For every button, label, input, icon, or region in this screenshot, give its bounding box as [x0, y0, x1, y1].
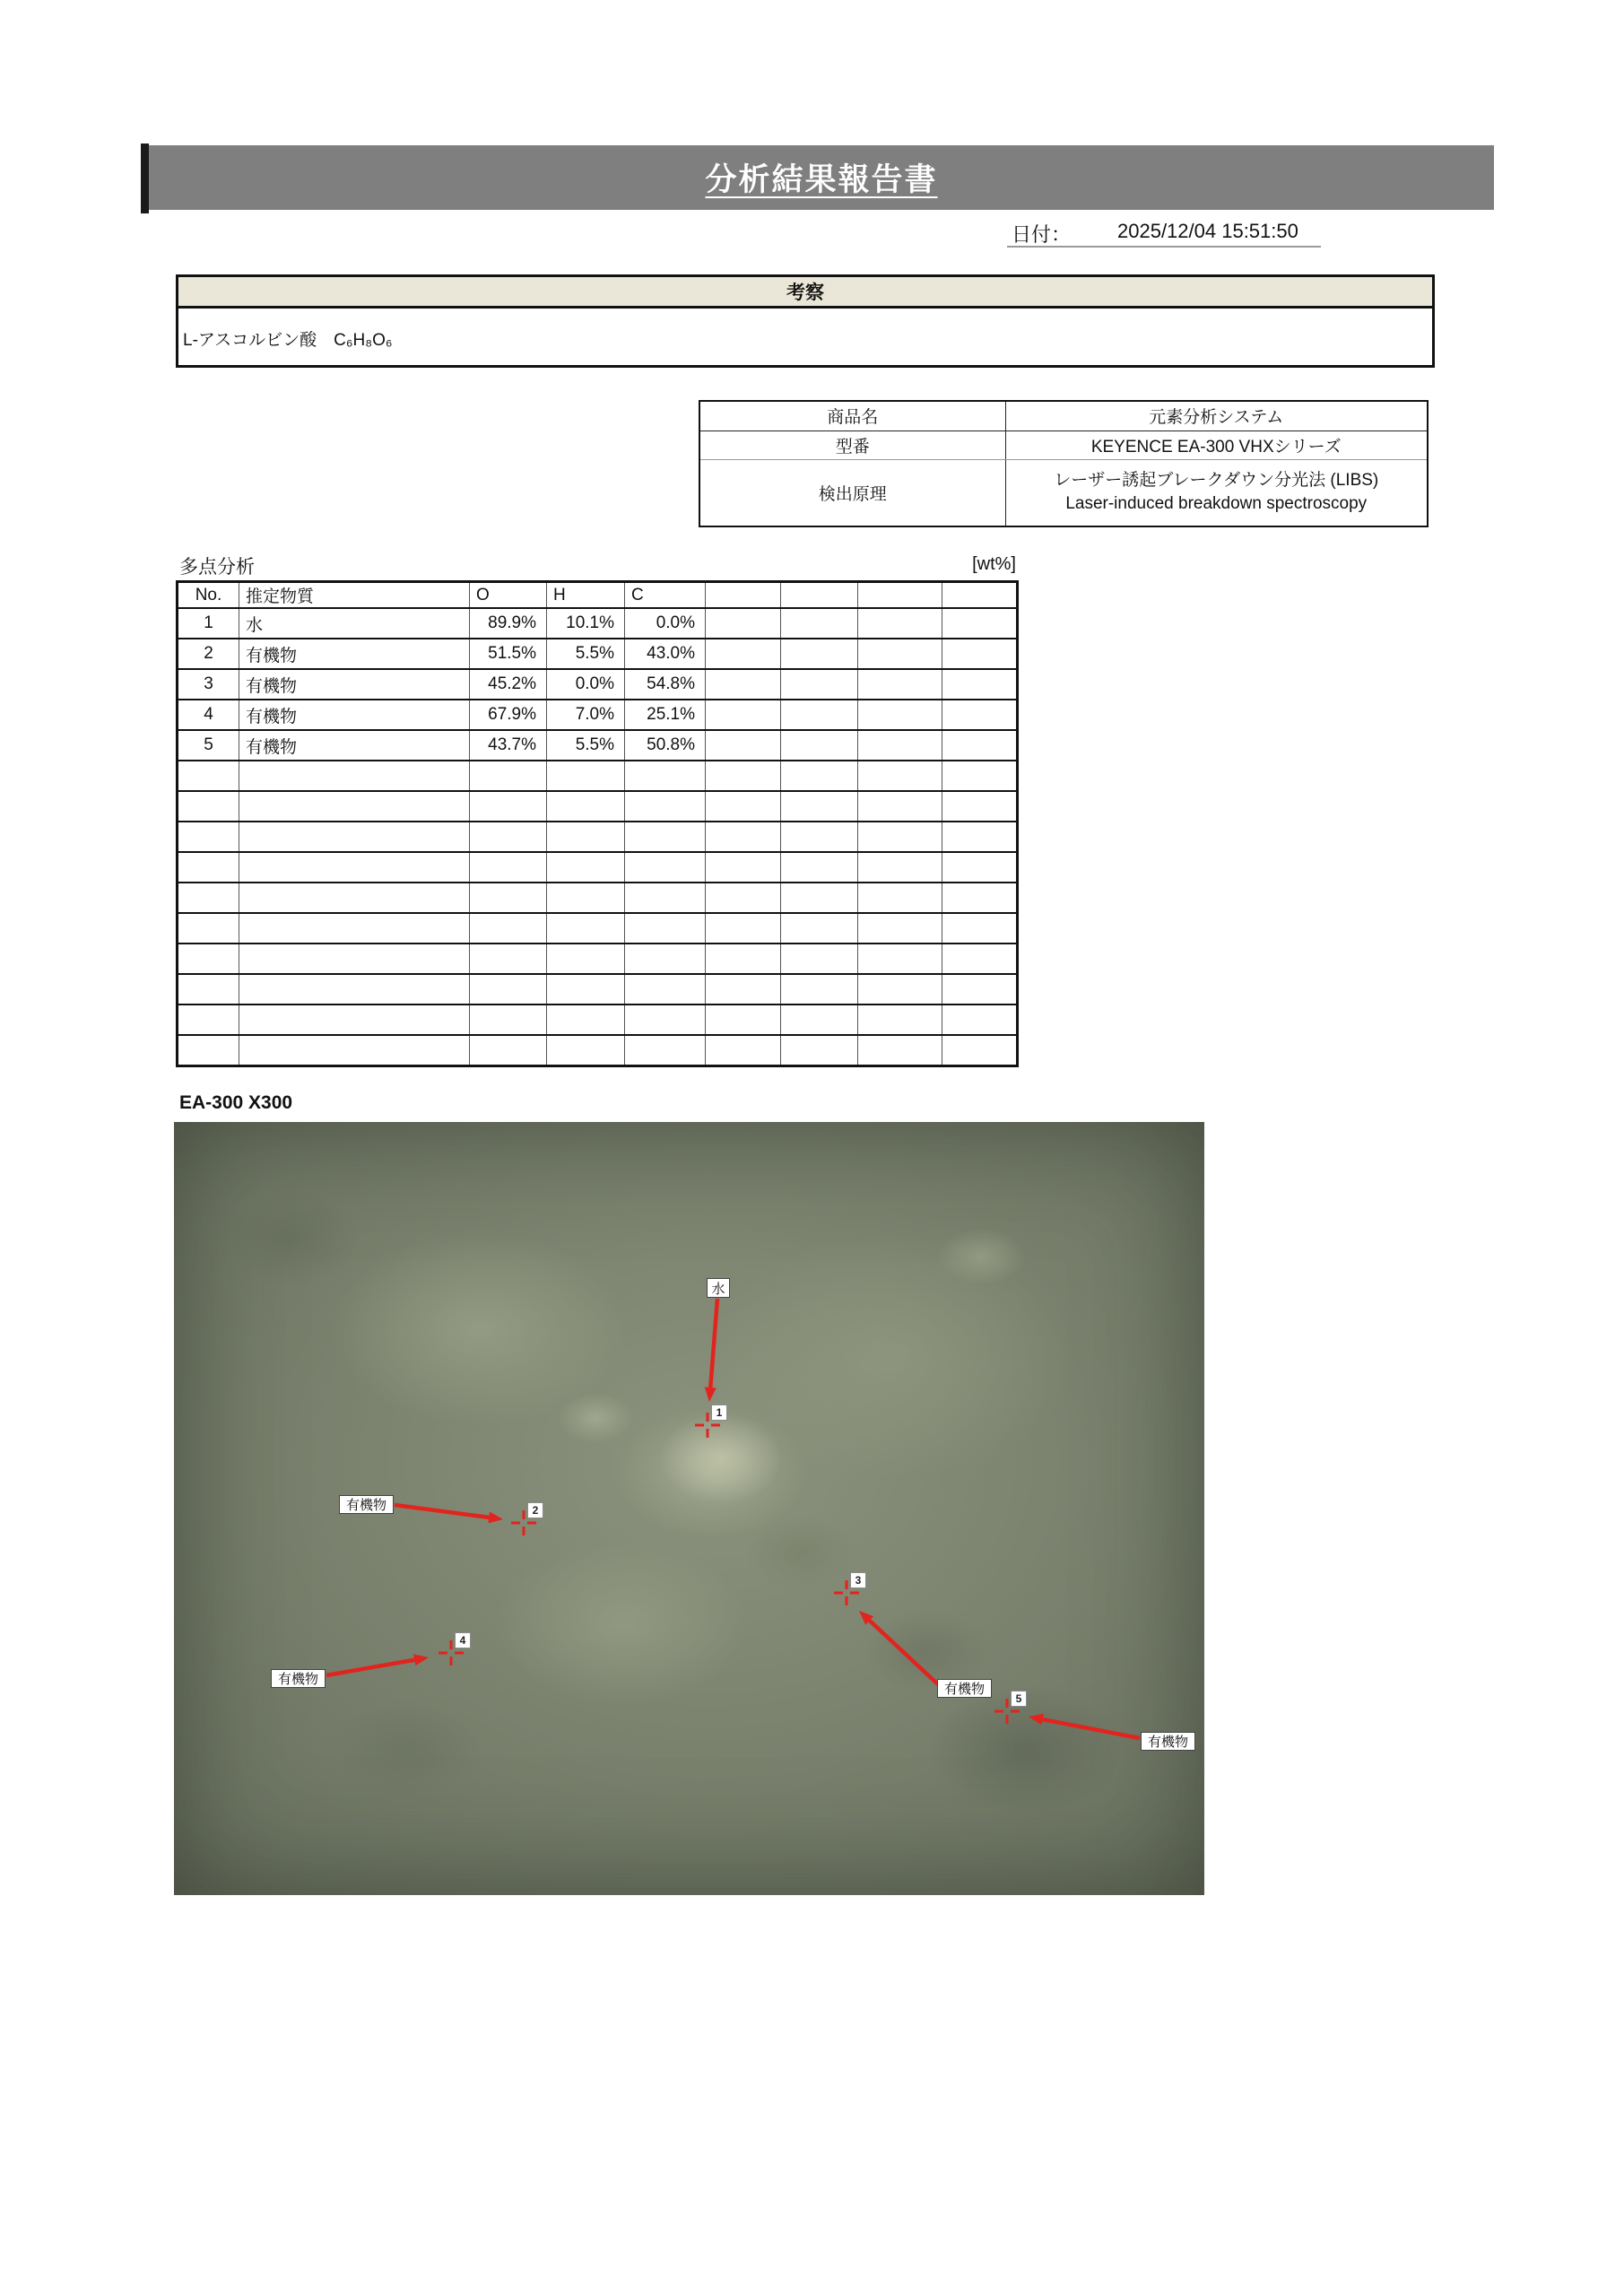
table-cell: [239, 1035, 470, 1065]
table-cell: [547, 913, 625, 944]
column-header: H: [547, 582, 625, 609]
table-cell: [239, 883, 470, 913]
table-cell: [625, 883, 706, 913]
analysis-table: [176, 580, 1019, 1067]
table-cell: [781, 1004, 858, 1035]
column-header: [781, 582, 858, 609]
table-cell: [706, 822, 781, 852]
table-cell: 89.9%: [470, 608, 547, 639]
table-cell: [178, 791, 239, 822]
instrument-label: 検出原理: [699, 459, 1005, 526]
analysis-empty-row: [178, 761, 1018, 791]
table-cell: [781, 669, 858, 700]
table-cell: 3: [178, 669, 239, 700]
table-cell: [239, 944, 470, 974]
table-cell: 67.9%: [470, 700, 547, 730]
table-cell: [858, 974, 942, 1004]
analysis-data-row: [178, 639, 1018, 669]
table-cell: [706, 761, 781, 791]
table-cell: [470, 883, 547, 913]
report-title: 分析結果報告書: [705, 162, 938, 197]
table-cell: [547, 791, 625, 822]
analysis-empty-row: [178, 913, 1018, 944]
table-cell: 5.5%: [547, 730, 625, 761]
table-row: [699, 430, 1428, 459]
detection-principle-en: Laser-induced breakdown spectroscopy: [1065, 494, 1368, 514]
table-cell: [942, 639, 1018, 669]
table-cell: [706, 1035, 781, 1065]
table-cell: [781, 791, 858, 822]
table-cell: [706, 669, 781, 700]
table-cell: 43.0%: [625, 639, 706, 669]
marker-number-badge: 5: [1011, 1691, 1027, 1707]
table-cell: [547, 944, 625, 974]
column-header: 推定物質: [239, 582, 470, 609]
table-cell: [942, 883, 1018, 913]
table-cell: [858, 730, 942, 761]
instrument-value: [1005, 459, 1428, 526]
table-cell: [781, 730, 858, 761]
table-cell: [547, 1035, 625, 1065]
table-row: [699, 401, 1428, 430]
instrument-label: 商品名: [699, 401, 1005, 430]
table-cell: [178, 913, 239, 944]
micrograph-image: [174, 1122, 1204, 1895]
table-cell: [781, 944, 858, 974]
table-cell: 54.8%: [625, 669, 706, 700]
analysis-empty-row: [178, 974, 1018, 1004]
marker-arrow-line: [710, 1299, 717, 1387]
table-cell: [781, 913, 858, 944]
table-cell: [625, 913, 706, 944]
consideration-content: L-アスコルビン酸 C₆H₈O₆: [183, 330, 393, 350]
marker-substance-label: 有機物: [339, 1495, 394, 1514]
table-cell: [470, 761, 547, 791]
table-cell: 1: [178, 608, 239, 639]
table-cell: [781, 639, 858, 669]
table-cell: [470, 1004, 547, 1035]
table-cell: [942, 1035, 1018, 1065]
marker-arrow-layer: [174, 1122, 1204, 1895]
table-cell: 45.2%: [470, 669, 547, 700]
analysis-header-row: [178, 582, 1018, 609]
table-cell: [625, 852, 706, 883]
table-cell: 有機物: [239, 700, 470, 730]
table-cell: [942, 791, 1018, 822]
analysis-data-row: [178, 608, 1018, 639]
table-cell: [858, 1035, 942, 1065]
table-cell: 0.0%: [625, 608, 706, 639]
table-cell: 2: [178, 639, 239, 669]
table-cell: [858, 791, 942, 822]
marker-arrow-line: [326, 1660, 414, 1675]
analysis-data-row: [178, 669, 1018, 700]
detection-principle-jp: レーザー誘起ブレークダウン分光法 (LIBS): [1054, 471, 1379, 491]
table-cell: [239, 822, 470, 852]
table-cell: 有機物: [239, 669, 470, 700]
table-cell: [239, 761, 470, 791]
table-cell: [706, 944, 781, 974]
table-cell: [858, 669, 942, 700]
table-cell: [625, 1035, 706, 1065]
table-cell: [625, 791, 706, 822]
table-cell: [942, 1004, 1018, 1035]
table-cell: [470, 913, 547, 944]
analysis-empty-row: [178, 852, 1018, 883]
table-cell: 5: [178, 730, 239, 761]
table-cell: [858, 822, 942, 852]
table-cell: [858, 1004, 942, 1035]
instrument-value: KEYENCE EA-300 VHXシリーズ: [1005, 430, 1428, 459]
table-cell: [706, 639, 781, 669]
table-cell: [470, 852, 547, 883]
instrument-table: [699, 400, 1429, 527]
column-header: [942, 582, 1018, 609]
table-cell: [942, 822, 1018, 852]
marker-arrow-line: [870, 1621, 938, 1684]
table-cell: [470, 822, 547, 852]
table-cell: [781, 1035, 858, 1065]
table-cell: [178, 761, 239, 791]
table-cell: [547, 974, 625, 1004]
table-cell: [547, 883, 625, 913]
table-cell: [858, 944, 942, 974]
analysis-data-row: [178, 730, 1018, 761]
table-cell: [178, 822, 239, 852]
table-cell: [239, 1004, 470, 1035]
table-cell: [706, 730, 781, 761]
table-cell: [706, 883, 781, 913]
table-cell: [547, 1004, 625, 1035]
marker-number-badge: 4: [455, 1632, 471, 1648]
marker-number-badge: 1: [711, 1405, 727, 1421]
analysis-empty-row: [178, 944, 1018, 974]
column-header: O: [470, 582, 547, 609]
table-cell: [706, 1004, 781, 1035]
table-cell: [625, 1004, 706, 1035]
table-cell: [858, 852, 942, 883]
instrument-label: 型番: [699, 430, 1005, 459]
table-cell: [781, 761, 858, 791]
table-cell: [239, 852, 470, 883]
analysis-empty-row: [178, 822, 1018, 852]
table-cell: [942, 913, 1018, 944]
table-cell: [178, 944, 239, 974]
table-cell: 0.0%: [547, 669, 625, 700]
table-cell: [706, 852, 781, 883]
table-cell: [781, 822, 858, 852]
table-cell: [781, 883, 858, 913]
table-cell: [178, 1004, 239, 1035]
table-cell: [625, 822, 706, 852]
table-cell: [942, 852, 1018, 883]
table-cell: [706, 791, 781, 822]
table-cell: [547, 761, 625, 791]
table-cell: [239, 974, 470, 1004]
table-cell: [781, 700, 858, 730]
marker-arrow-line: [395, 1505, 489, 1518]
marker-number-badge: 3: [850, 1572, 866, 1588]
marker-arrow-line: [1043, 1719, 1140, 1738]
consideration-header: 考察: [178, 277, 1432, 309]
table-cell: [942, 761, 1018, 791]
table-cell: [706, 913, 781, 944]
table-cell: [547, 822, 625, 852]
table-cell: 25.1%: [625, 700, 706, 730]
marker-arrowhead: [488, 1511, 503, 1523]
table-cell: [781, 608, 858, 639]
analysis-empty-row: [178, 883, 1018, 913]
title-left-accent-bar: [141, 144, 149, 213]
analysis-section-label: 多点分析: [179, 557, 255, 578]
table-cell: [625, 761, 706, 791]
table-cell: [942, 669, 1018, 700]
analysis-unit-label: [wt%]: [972, 554, 1016, 574]
table-cell: [781, 852, 858, 883]
analysis-empty-row: [178, 1004, 1018, 1035]
marker-number-badge: 2: [527, 1502, 543, 1518]
column-header: No.: [178, 582, 239, 609]
table-cell: [470, 1035, 547, 1065]
table-cell: 50.8%: [625, 730, 706, 761]
table-cell: [239, 913, 470, 944]
table-cell: 有機物: [239, 730, 470, 761]
table-cell: [178, 974, 239, 1004]
table-cell: 5.5%: [547, 639, 625, 669]
table-cell: [858, 700, 942, 730]
table-cell: [470, 974, 547, 1004]
marker-arrowhead: [859, 1611, 873, 1625]
date-value: 2025/12/04 15:51:50: [1117, 220, 1298, 242]
table-cell: 51.5%: [470, 639, 547, 669]
table-cell: [470, 944, 547, 974]
table-cell: 7.0%: [547, 700, 625, 730]
analysis-data-row: [178, 700, 1018, 730]
table-row: [699, 459, 1428, 526]
column-header: [858, 582, 942, 609]
table-cell: [858, 761, 942, 791]
marker-substance-label: 有機物: [271, 1669, 326, 1688]
instrument-value: 元素分析システム: [1005, 401, 1428, 430]
table-cell: [239, 791, 470, 822]
table-cell: [781, 974, 858, 1004]
table-cell: [625, 974, 706, 1004]
table-cell: 43.7%: [470, 730, 547, 761]
table-cell: [625, 944, 706, 974]
table-cell: [942, 608, 1018, 639]
marker-substance-label: 有機物: [1141, 1732, 1195, 1751]
analysis-empty-row: [178, 791, 1018, 822]
report-title-bar: [149, 145, 1494, 210]
table-cell: [942, 974, 1018, 1004]
column-header: [706, 582, 781, 609]
date-label: 日付：: [1012, 223, 1072, 246]
table-cell: [858, 913, 942, 944]
consideration-box: [176, 274, 1435, 368]
table-cell: [547, 852, 625, 883]
table-cell: [942, 730, 1018, 761]
marker-arrowhead: [1029, 1714, 1044, 1726]
table-cell: [858, 639, 942, 669]
column-header: C: [625, 582, 706, 609]
table-cell: 有機物: [239, 639, 470, 669]
table-cell: [178, 883, 239, 913]
table-cell: [858, 608, 942, 639]
date-underline: [1007, 246, 1321, 248]
marker-substance-label: 水: [707, 1278, 730, 1298]
table-cell: [858, 883, 942, 913]
table-cell: 4: [178, 700, 239, 730]
marker-arrowhead: [705, 1387, 716, 1402]
table-cell: [706, 608, 781, 639]
marker-arrowhead: [413, 1654, 429, 1665]
table-cell: 水: [239, 608, 470, 639]
table-cell: [942, 700, 1018, 730]
micrograph-caption: EA-300 X300: [179, 1092, 293, 1113]
table-cell: [470, 791, 547, 822]
table-cell: [942, 944, 1018, 974]
table-cell: [178, 1035, 239, 1065]
table-cell: 10.1%: [547, 608, 625, 639]
analysis-empty-row: [178, 1035, 1018, 1065]
marker-substance-label: 有機物: [937, 1679, 992, 1698]
table-cell: [706, 700, 781, 730]
table-cell: [178, 852, 239, 883]
table-cell: [706, 974, 781, 1004]
